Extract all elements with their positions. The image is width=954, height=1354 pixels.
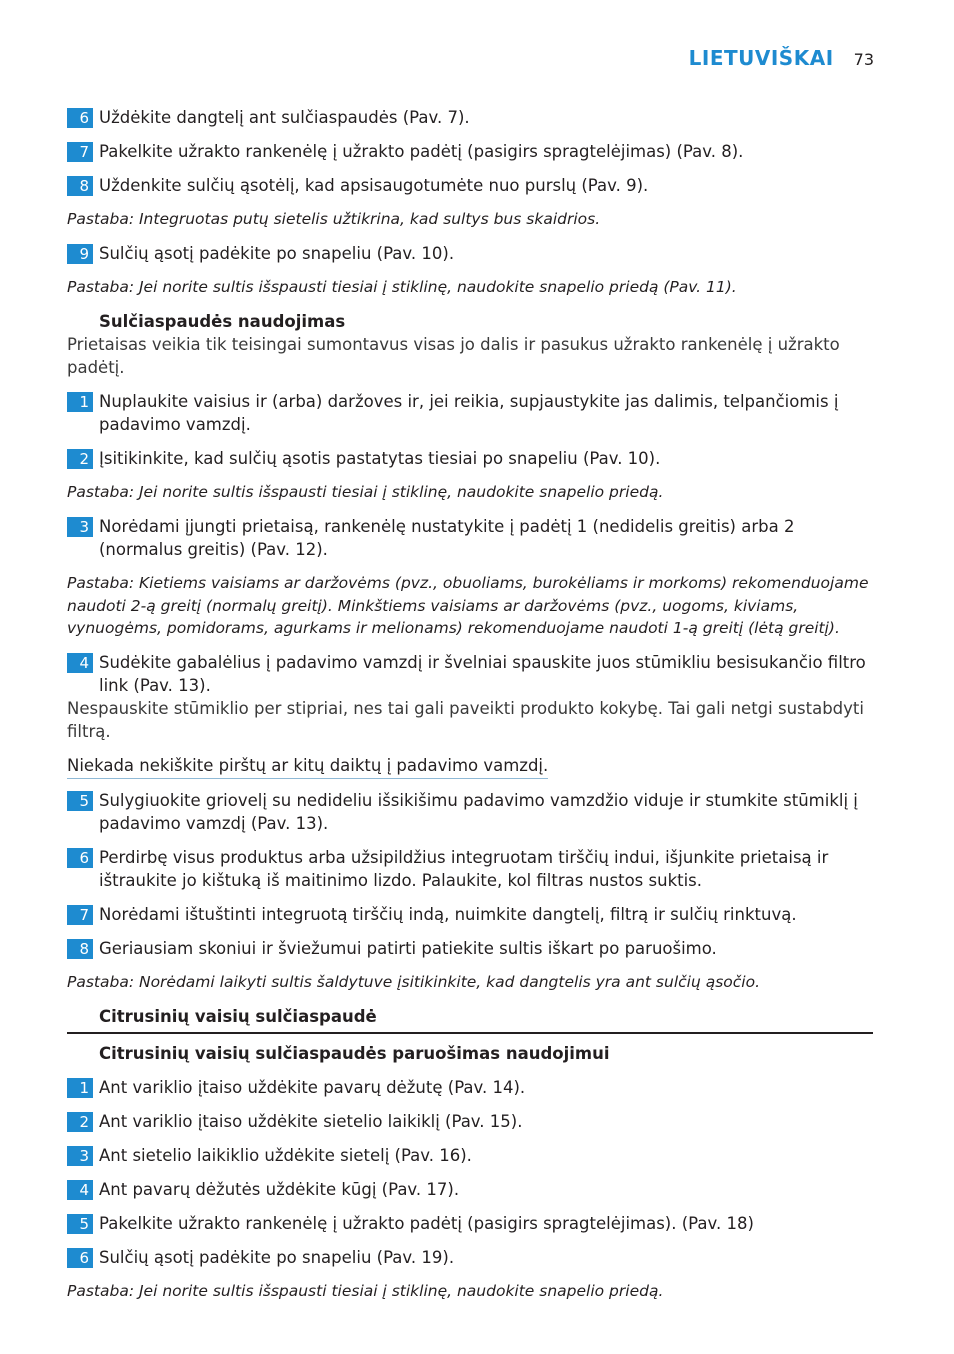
- step-number-badge: 2: [67, 1112, 93, 1132]
- step-number-badge: 7: [67, 905, 93, 925]
- page-header: [689, 46, 874, 70]
- step-text: Nuplaukite vaisius ir (arba) daržoves ir, jei reikia, supjaustykite jas dalimis, telpančiomis į padavimo vamzdį.: [99, 392, 839, 434]
- section-divider: [67, 1032, 873, 1034]
- note-foam-filter: Pastaba: Integruotas putų sietelis užtikrina, kad sultys bus skaidrios.: [67, 210, 601, 228]
- step-number-badge: 9: [67, 244, 93, 264]
- step-text: Uždenkite sulčių ąsotėlį, kad apsisaugotumėte nuo purslų (Pav. 9).: [99, 176, 649, 195]
- step-9: [67, 242, 873, 265]
- step-number-badge: 5: [67, 1214, 93, 1234]
- step-text: Perdirbę visus produktus arba užsipildžius integruotam tirščių indui, išjunkite prietaisą ir ištraukite jo kištuką iš maitinimo lizdo. Palaukite, kol filtras nustos suktis.: [99, 847, 829, 890]
- note-citrus-spout: Pastaba: Jei norite sultis išspausti tiesiai į stiklinę, naudokite snapelio priedą.: [67, 1281, 664, 1300]
- step-number-badge: 1: [67, 1078, 93, 1098]
- step-8: [67, 937, 873, 960]
- step-text: Ant variklio įtaiso uždėkite sietelio laikiklį (Pav. 15).: [99, 1111, 523, 1131]
- step-4: [67, 651, 873, 697]
- citrus-step-2: [67, 1110, 873, 1133]
- step-number-badge: 2: [67, 449, 93, 469]
- step-number-badge: 6: [67, 108, 93, 128]
- step-text: Sulčių ąsotį padėkite po snapeliu (Pav. 10).: [99, 244, 455, 263]
- step-text: Norėdami įjungti prietaisą, rankenėlę nustatykite į padėtį 1 (nedidelis greitis) arba 2 (normalus greitis) (Pav. 12).: [99, 517, 795, 559]
- citrus-step-3: [67, 1144, 873, 1167]
- section-intro: Prietaisas veikia tik teisingai sumontavus visas jo dalis ir pasukus užrakto rankenėlę į užrakto padėtį.: [67, 335, 840, 377]
- step-number-badge: 1: [67, 392, 93, 412]
- subheading-citrus-preparation: Citrusinių vaisių sulčiaspaudės paruošimas naudojimui: [99, 1043, 610, 1063]
- section-heading-juicer-use: Sulčiaspaudės naudojimas: [99, 312, 346, 331]
- warning-text: Niekada nekiškite pirštų ar kitų daiktų į padavimo vamzdį.: [67, 754, 548, 779]
- step-text: Ant variklio įtaiso uždėkite pavarų dėžutę (Pav. 14).: [99, 1077, 526, 1097]
- step-text: Ant sietelio laikiklio uždėkite sietelį (Pav. 16).: [99, 1145, 472, 1165]
- step-text: Įsitikinkite, kad sulčių ąsotis pastatytas tiesiai po snapeliu (Pav. 10).: [99, 449, 661, 468]
- step-2: [67, 447, 873, 470]
- step-number-badge: 6: [67, 848, 93, 868]
- step-number-badge: 8: [67, 176, 93, 196]
- page-number: 73: [853, 50, 874, 69]
- step-6: [67, 846, 873, 892]
- step-7: [67, 903, 873, 926]
- step-6: [67, 106, 873, 129]
- step-text: Uždėkite dangtelį ant sulčiaspaudės (Pav. 7).: [99, 108, 470, 127]
- step-number-badge: 3: [67, 517, 93, 537]
- step-number-badge: 4: [67, 1180, 93, 1200]
- language-label: LIETUVIŠKAI: [688, 46, 834, 70]
- note-refrigerator: Pastaba: Norėdami laikyti sultis šaldytuve įsitikinkite, kad dangtelis yra ant sulčių ąsočio.: [67, 972, 761, 991]
- step-text: Pakelkite užrakto rankenėlę į užrakto padėtį (pasigirs spragtelėjimas) (Pav. 8).: [99, 142, 744, 161]
- step-text: Norėdami ištuštinti integruotą tirščių indą, nuimkite dangtelį, filtrą ir sulčių rinktuvą.: [99, 904, 797, 924]
- note-speed-recommendation: Pastaba: Kietiems vaisiams ar daržovėms (pvz., obuoliams, burokėliams ir morkoms) rekomenduojame naudoti 2-ą greitį (normalų greitį). Minkštiems vaisiams ar daržovėms (pvz., uogoms, kiviams, vynuogėms, pomidorams, agurkams ir melionams) rekomenduojame naudoti 1-ą greitį (lėtą greitį).: [67, 574, 869, 637]
- step-1: [67, 390, 873, 436]
- step-5: [67, 789, 873, 835]
- step-number-badge: 8: [67, 939, 93, 959]
- note-spout-attachment: Pastaba: Jei norite sultis išspausti tiesiai į stiklinę, naudokite snapelio priedą (Pav. 11).: [67, 278, 737, 296]
- step-text: Sulygiuokite griovelį su nedideliu išsikišimu padavimo vamzdžio viduje ir stumkite stūmiklį į padavimo vamzdį (Pav. 13).: [99, 790, 858, 833]
- step-number-badge: 5: [67, 791, 93, 811]
- step-8: [67, 174, 873, 197]
- citrus-step-5: [67, 1212, 873, 1235]
- citrus-step-1: [67, 1076, 873, 1099]
- step-3: [67, 515, 873, 561]
- step-4-subtext: Nespauskite stūmiklio per stipriai, nes tai gali paveikti produkto kokybę. Tai gali netgi sustabdyti filtrą.: [67, 698, 864, 741]
- step-number-badge: 7: [67, 142, 93, 162]
- step-7: [67, 140, 873, 163]
- page-content: [67, 106, 873, 1314]
- note-spout: Pastaba: Jei norite sultis išspausti tiesiai į stiklinę, naudokite snapelio priedą.: [67, 483, 664, 501]
- step-number-badge: 3: [67, 1146, 93, 1166]
- step-text: Geriausiam skoniui ir šviežumui patirti patiekite sultis iškart po paruošimo.: [99, 938, 717, 958]
- step-number-badge: 6: [67, 1248, 93, 1268]
- step-text: Pakelkite užrakto rankenėlę į užrakto padėtį (pasigirs spragtelėjimas). (Pav. 18): [99, 1213, 754, 1233]
- step-text: Ant pavarų dėžutės uždėkite kūgį (Pav. 17).: [99, 1179, 460, 1199]
- warning-block: [67, 754, 873, 789]
- section-heading-citrus-press: Citrusinių vaisių sulčiaspaudė: [99, 1006, 377, 1026]
- citrus-step-4: [67, 1178, 873, 1201]
- step-text: Sulčių ąsotį padėkite po snapeliu (Pav. 19).: [99, 1247, 455, 1267]
- citrus-step-6: [67, 1246, 873, 1269]
- step-text: Sudėkite gabalėlius į padavimo vamzdį ir švelniai spauskite juos stūmikliu besisukančio filtro link (Pav. 13).: [99, 652, 866, 695]
- step-number-badge: 4: [67, 653, 93, 673]
